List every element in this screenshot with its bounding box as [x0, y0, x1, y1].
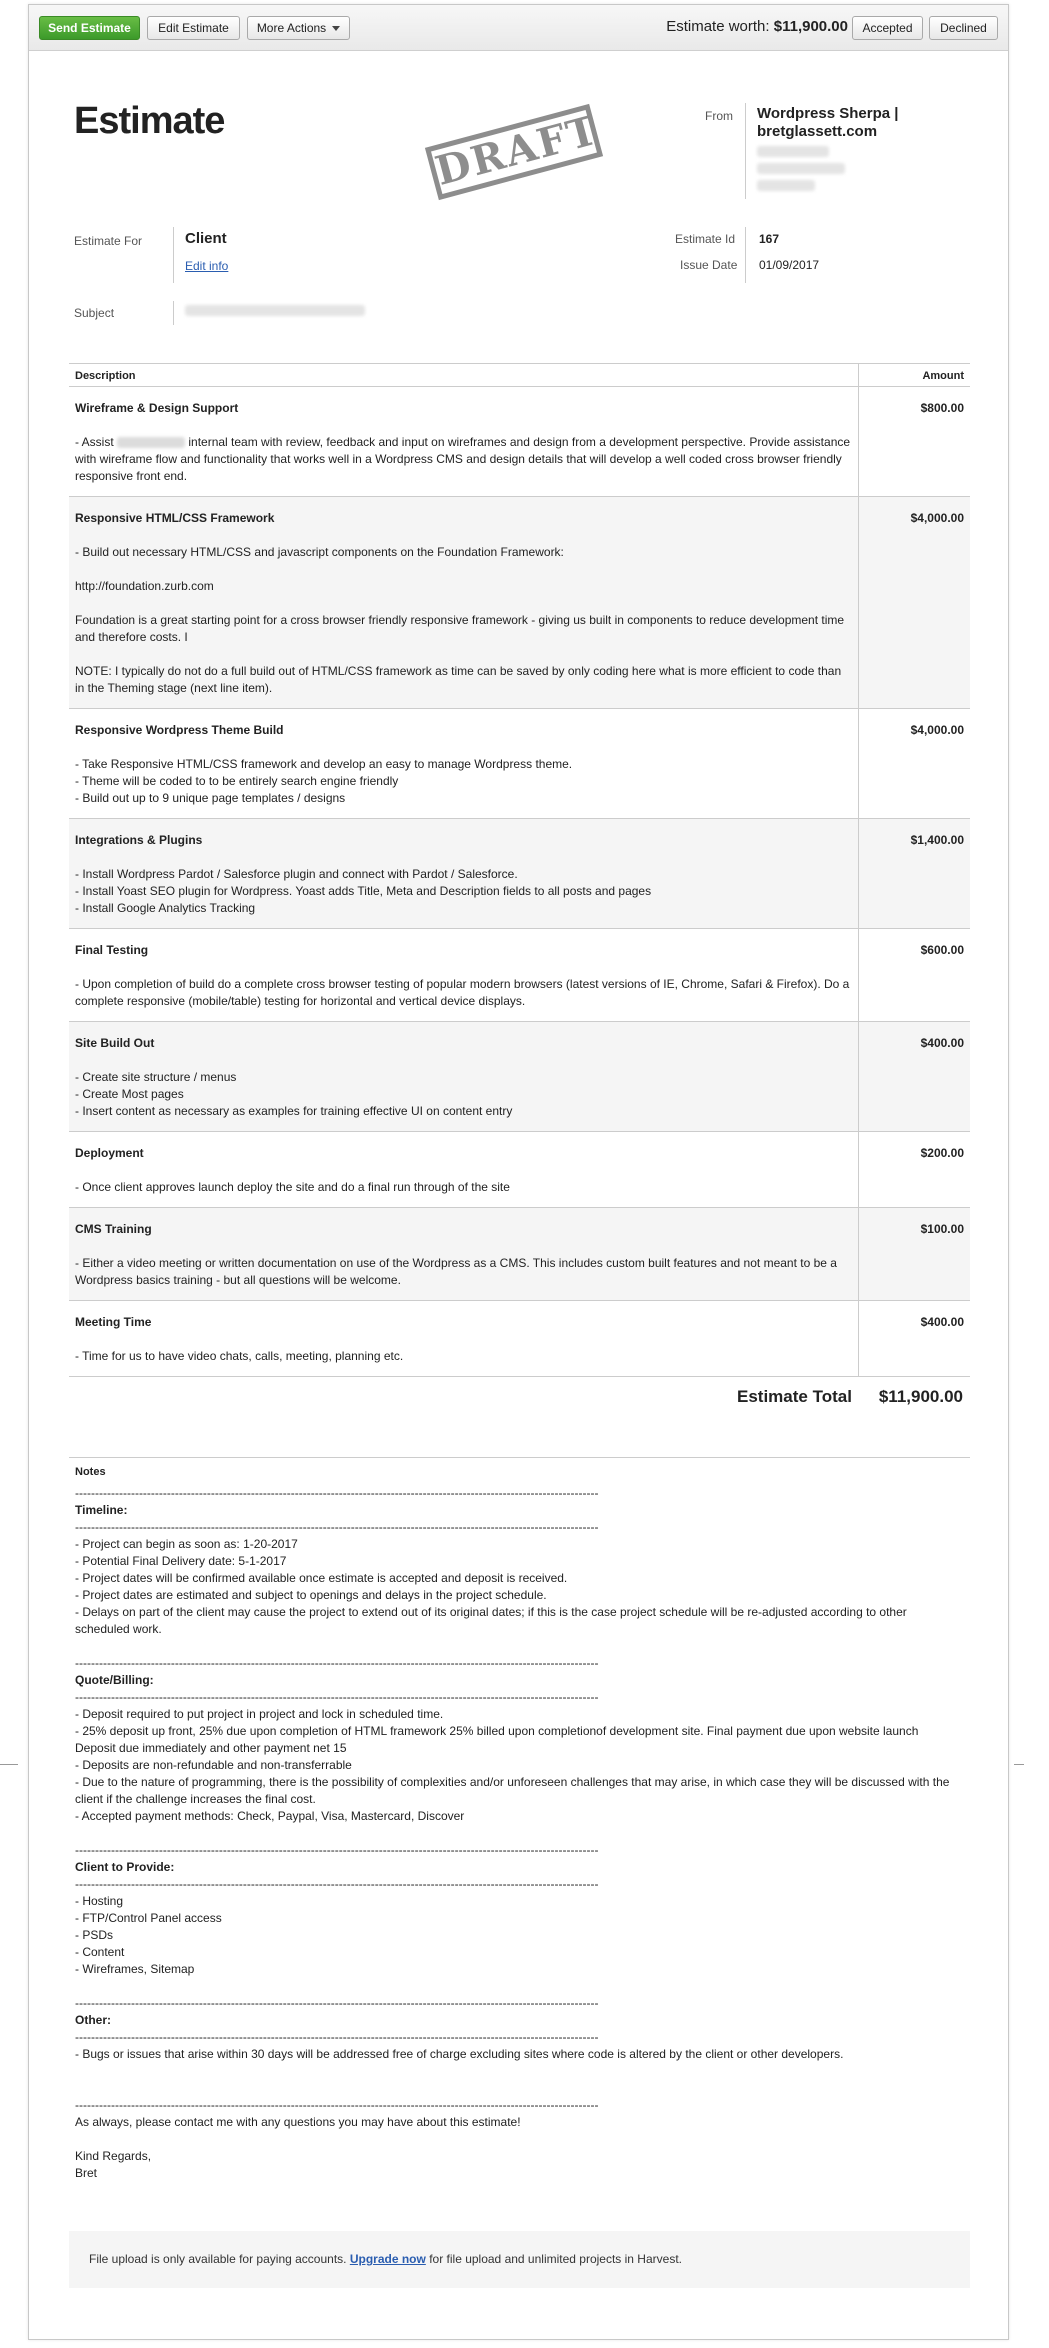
item-amount: $200.00: [858, 1132, 970, 1208]
notes-line: - Wireframes, Sitemap: [75, 1962, 195, 1976]
item-amount: $800.00: [858, 387, 970, 497]
declined-button[interactable]: Declined: [929, 16, 998, 40]
item-description-cell: [69, 1301, 858, 1377]
item-description-line: [75, 646, 852, 663]
notes-spacer: [75, 2080, 964, 2097]
item-description-line: - Upon completion of build do a complete cross browser testing of popular modern browsers (latest versions of IE, Chrome, Safari & Firefox). Do a complete responsive (mobile/table) testing for horizontal and vertical device displays.: [75, 977, 850, 1008]
item-description-cell: [69, 497, 858, 709]
notes-body: [75, 1485, 964, 2182]
item-description-line: - Either a video meeting or written documentation on use of the Wordpress as a CMS. This includes custom built features and not meant to be a Wordpress basics training - but all questions will be welcome.: [75, 1256, 837, 1287]
estimate-for-divider: [173, 227, 174, 283]
item-description-cell: [69, 1208, 858, 1301]
item-description-line: Foundation is a great starting point for a cross browser friendly responsive framework - giving us built in components to reduce development time and therefore costs. I: [75, 613, 845, 644]
item-amount: $400.00: [858, 1301, 970, 1377]
item-description-line: - Time for us to have video chats, calls, meeting, planning etc.: [75, 1349, 404, 1363]
upload-notice-text: File upload is only available for paying accounts.: [89, 2252, 347, 2266]
notes-line: - Project dates are estimated and subject to openings and delays in the project schedule.: [75, 1588, 547, 1602]
item-description-cell: [69, 709, 858, 819]
table-header-row: [69, 364, 970, 387]
item-title: Responsive Wordpress Theme Build: [75, 723, 284, 737]
item-description-cell: [69, 819, 858, 929]
item-description-line: - Create Most pages: [75, 1087, 184, 1101]
notes-line: - Delays on part of the client may cause the project to extend out of its original dates; if this is the case project schedule will be re-adjusted according to other scheduled work.: [75, 1605, 907, 1636]
notes-line: - Bugs or issues that arise within 30 days will be addressed free of charge excluding sites where code is altered by the client or other developers.: [75, 2047, 844, 2061]
notes-line: Deposit due immediately and other payment net 15: [75, 1741, 347, 1755]
issue-date-value: 01/09/2017: [759, 258, 820, 272]
notes-line: - Due to the nature of programming, there is the possibility of complexities and/or unforeseen challenges that may arise, in which case they will be discussed with the client if the challenge increases the final cost.: [75, 1775, 950, 1806]
table-row: [69, 497, 970, 709]
notes-section: [69, 1457, 970, 2182]
meta-divider: [745, 227, 746, 283]
notes-line: - Hosting: [75, 1894, 124, 1908]
item-title: CMS Training: [75, 1222, 152, 1236]
item-description-cell: [69, 929, 858, 1022]
from-label: From: [705, 109, 733, 123]
item-description-line: [75, 595, 852, 612]
item-description-line: - Take Responsive HTML/CSS framework and develop an easy to manage Wordpress theme.: [75, 757, 573, 771]
notes-spacer: [75, 2131, 964, 2148]
amount-column-header: Amount: [858, 364, 970, 387]
estimate-for-label: Estimate For: [74, 234, 143, 248]
item-amount: $4,000.00: [858, 709, 970, 819]
client-name: Client: [185, 230, 227, 247]
item-description-cell: [69, 387, 858, 497]
redacted-subject: [185, 305, 365, 316]
redacted-address-line: [757, 163, 845, 174]
item-amount: $1,400.00: [858, 819, 970, 929]
notes-line: - Project dates will be confirmed available once estimate is accepted and deposit is received.: [75, 1571, 568, 1585]
from-company-name: Wordpress Sherpa | bretglassett.com: [757, 105, 899, 140]
redacted-client-name: [117, 437, 185, 448]
notes-line: - Content: [75, 1945, 125, 1959]
table-row: [69, 1301, 970, 1377]
item-description-line: NOTE: I typically do not do a full build out of HTML/CSS framework as time can be saved by only coding here what is more efficient to code than in the Theming stage (next line item).: [75, 664, 842, 695]
notes-line: - Potential Final Delivery date: 5-1-2017: [75, 1554, 287, 1568]
item-amount: $4,000.00: [858, 497, 970, 709]
notes-line: - FTP/Control Panel access: [75, 1911, 222, 1925]
notes-heading: Quote/Billing:: [75, 1673, 154, 1687]
item-title: Wireframe & Design Support: [75, 401, 239, 415]
from-divider: [745, 103, 746, 199]
notes-spacer: [75, 1825, 964, 1842]
item-title: Responsive HTML/CSS Framework: [75, 511, 275, 525]
notes-heading: Client to Provide:: [75, 1860, 175, 1874]
item-description-cell: [69, 1022, 858, 1132]
item-description-line: - Build out up to 9 unique page templates / designs: [75, 791, 346, 805]
draft-stamp: DRAFT: [425, 104, 603, 200]
item-description-line: - Install Wordpress Pardot / Salesforce plugin and connect with Pardot / Salesforce.: [75, 867, 518, 881]
description-column-header: Description: [69, 364, 858, 387]
subject-divider: [173, 301, 174, 325]
redacted-address-line: [757, 180, 815, 191]
item-title: Integrations & Plugins: [75, 833, 203, 847]
item-title: Final Testing: [75, 943, 149, 957]
page-edge-mark-right: [1014, 1764, 1024, 1765]
page-title: Estimate: [74, 100, 225, 142]
line-items-body: [69, 387, 970, 1377]
item-amount: $400.00: [858, 1022, 970, 1132]
table-row: [69, 709, 970, 819]
file-upload-notice: [69, 2231, 970, 2288]
notes-divider: -----------------------------------------------------------------------------------------------------------------------------------: [75, 1843, 599, 1857]
toolbar: [29, 5, 1008, 51]
notes-label: Notes: [75, 1466, 106, 1478]
notes-divider: -----------------------------------------------------------------------------------------------------------------------------------: [75, 2030, 599, 2044]
notes-line: - PSDs: [75, 1928, 114, 1942]
estimate-total-label: Estimate Total: [737, 1387, 852, 1406]
item-description-line: - Build out necessary HTML/CSS and javascript components on the Foundation Framework:: [75, 545, 564, 559]
estimate-id-label: Estimate Id: [675, 232, 736, 246]
item-description-line: http://foundation.zurb.com: [75, 579, 214, 593]
notes-divider: -----------------------------------------------------------------------------------------------------------------------------------: [75, 1877, 599, 1891]
estimate-sheet: [28, 4, 1009, 2340]
subject-label: Subject: [74, 306, 115, 320]
notes-heading: Timeline:: [75, 1503, 128, 1517]
notes-line: Bret: [75, 2166, 98, 2180]
line-items-table: [69, 363, 970, 1377]
item-title: Meeting Time: [75, 1315, 152, 1329]
notes-line: Kind Regards,: [75, 2149, 152, 2163]
item-description-line: - Assist internal team with review, feedback and input on wireframes and design from a development perspective. Provide assistance with wireframe flow and functionality that works well in a Wordpress CMS and design details that will develop a well coded cross browser friendly responsive front end.: [75, 435, 851, 483]
estimate-worth: [666, 18, 848, 35]
estimate-total-value: $11,900.00: [878, 1387, 963, 1406]
notes-line: - Accepted payment methods: Check, Paypal, Visa, Mastercard, Discover: [75, 1809, 465, 1823]
item-description-cell: [69, 1132, 858, 1208]
notes-divider: -----------------------------------------------------------------------------------------------------------------------------------: [75, 1656, 599, 1670]
notes-line: - 25% deposit up front, 25% due upon completion of HTML framework 25% billed upon completionof development site. Final payment due upon website launch: [75, 1724, 919, 1738]
notes-spacer: [75, 2063, 964, 2080]
more-actions-button[interactable]: [247, 16, 350, 40]
item-description-line: [75, 561, 852, 578]
table-row: [69, 387, 970, 497]
notes-divider: -----------------------------------------------------------------------------------------------------------------------------------: [75, 1520, 599, 1534]
notes-heading: Other:: [75, 2013, 111, 2027]
notes-spacer: [75, 1978, 964, 1995]
item-amount: $100.00: [858, 1208, 970, 1301]
issue-date-label: Issue Date: [680, 258, 738, 272]
item-title: Deployment: [75, 1146, 144, 1160]
table-row: [69, 819, 970, 929]
item-title: Site Build Out: [75, 1036, 155, 1050]
table-row: [69, 929, 970, 1022]
notes-line: - Deposits are non-refundable and non-transferrable: [75, 1758, 352, 1772]
notes-divider: -----------------------------------------------------------------------------------------------------------------------------------: [75, 1486, 599, 1500]
edit-info-link[interactable]: Edit info: [185, 259, 229, 273]
estimate-id-value: 167: [759, 232, 780, 246]
notes-divider: -----------------------------------------------------------------------------------------------------------------------------------: [75, 2098, 599, 2112]
accepted-button[interactable]: Accepted: [852, 16, 923, 40]
notes-line: - Deposit required to put project in project and lock in scheduled time.: [75, 1707, 444, 1721]
item-description-line: - Once client approves launch deploy the site and do a final run through of the site: [75, 1180, 510, 1194]
notes-spacer: [75, 1638, 964, 1655]
notes-divider: -----------------------------------------------------------------------------------------------------------------------------------: [75, 1690, 599, 1704]
edit-estimate-button[interactable]: Edit Estimate: [147, 16, 240, 40]
upgrade-now-link[interactable]: Upgrade now: [349, 2252, 426, 2266]
table-row: [69, 1208, 970, 1301]
item-description-line: - Install Yoast SEO plugin for Wordpress. Yoast adds Title, Meta and Description fields to all posts and pages: [75, 884, 652, 898]
item-description-line: - Insert content as necessary as examples for training effective UI on content entry: [75, 1104, 513, 1118]
item-amount: $600.00: [858, 929, 970, 1022]
item-description-line: - Create site structure / menus: [75, 1070, 237, 1084]
table-row: [69, 1022, 970, 1132]
table-row: [69, 1132, 970, 1208]
item-description-line: - Theme will be coded to to be entirely search engine friendly: [75, 774, 399, 788]
send-estimate-button[interactable]: Send Estimate: [39, 16, 140, 40]
notes-line: As always, please contact me with any questions you may have about this estimate!: [75, 2115, 521, 2129]
page-edge-mark-left: [0, 1764, 18, 1765]
notes-divider: -----------------------------------------------------------------------------------------------------------------------------------: [75, 1996, 599, 2010]
upload-notice-text-end: for file upload and unlimited projects in Harvest.: [429, 2252, 682, 2266]
estimate-worth-label: Estimate worth:: [666, 18, 770, 35]
estimate-worth-value: $11,900.00: [773, 18, 848, 35]
chevron-down-icon: [332, 26, 340, 31]
more-actions-label: More Actions: [256, 21, 327, 35]
item-description-line: - Install Google Analytics Tracking: [75, 901, 256, 915]
notes-line: - Project can begin as soon as: 1-20-2017: [75, 1537, 298, 1551]
redacted-address-line: [757, 146, 829, 157]
